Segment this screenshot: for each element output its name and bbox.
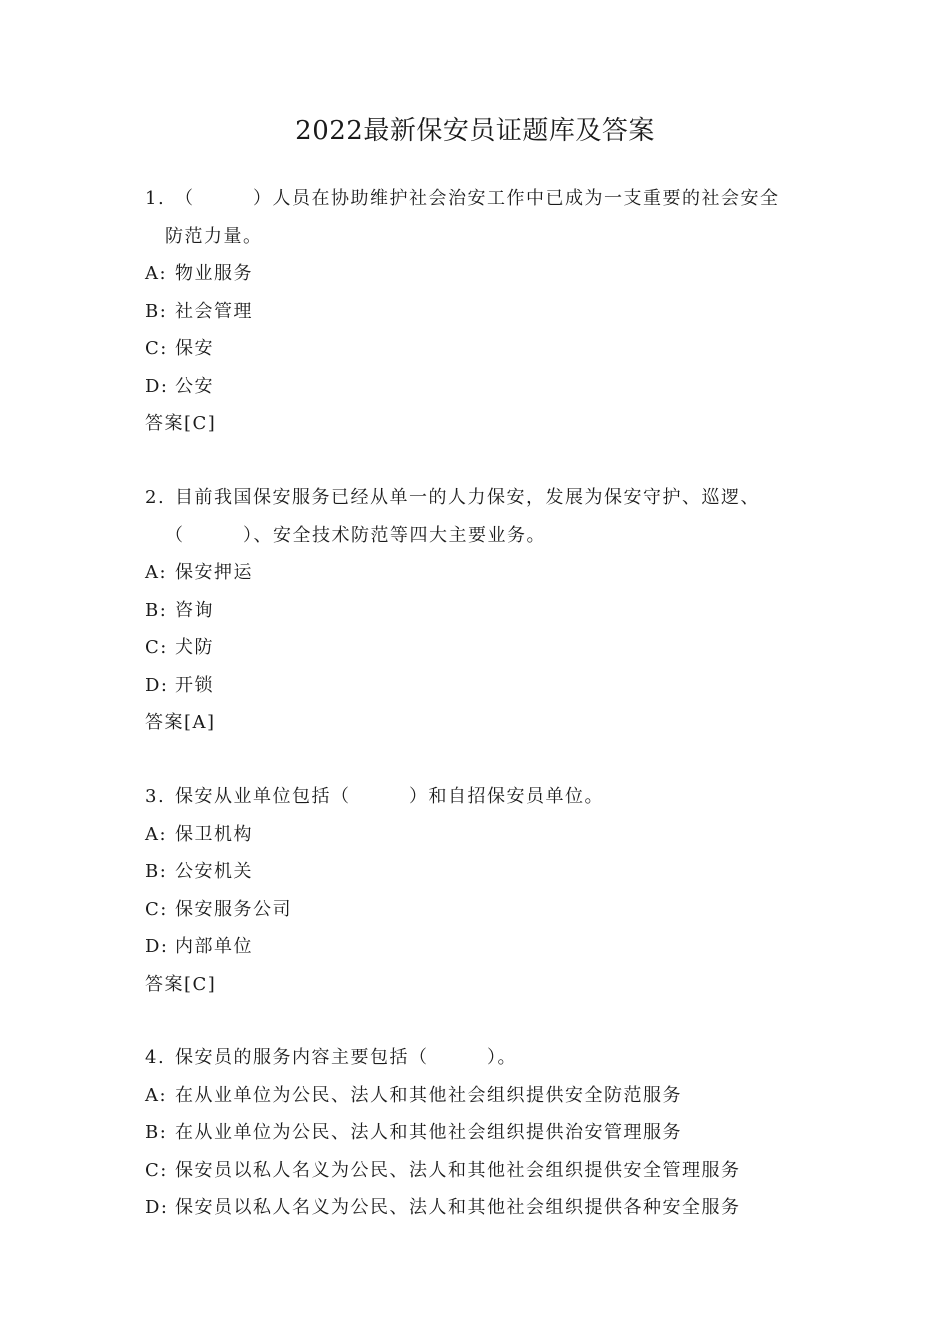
option-a: [145, 255, 815, 293]
option-letter: A:: [145, 562, 168, 583]
option-c: [145, 1152, 815, 1190]
option-letter: D:: [145, 936, 169, 957]
option-text: 保卫机构: [175, 823, 253, 845]
answer-line: 答案[A]: [145, 712, 216, 733]
option-letter: C:: [145, 338, 168, 359]
question-stem-continued: [145, 218, 815, 256]
question-number: 4.: [145, 1047, 166, 1068]
option-letter: D:: [145, 375, 169, 397]
question-text-continued: 防范力量。: [165, 225, 263, 247]
option-b: [145, 293, 815, 331]
option-text: 咨询: [175, 599, 214, 621]
option-b: [145, 1114, 815, 1152]
question-number: 3.: [145, 786, 166, 807]
option-letter: C:: [145, 1159, 168, 1181]
option-text: 公安机关: [175, 861, 253, 882]
question-text: 保安员的服务内容主要包括（ ）。: [175, 1047, 517, 1068]
option-text: 保安服务公司: [175, 898, 292, 920]
option-text: 在从业单位为公民、法人和其他社会组织提供安全防范服务: [175, 1084, 682, 1106]
question-4: [145, 1039, 815, 1227]
answer-line: 答案[C]: [145, 413, 217, 434]
option-a: [145, 554, 815, 592]
question-1: [145, 180, 815, 443]
question-3: [145, 778, 815, 1003]
option-text: 公安: [175, 375, 214, 397]
question-number: 2.: [145, 487, 166, 508]
option-text: 保安员以私人名义为公民、法人和其他社会组织提供安全管理服务: [175, 1159, 741, 1181]
question-text: （ ）人员在协助维护社会治安工作中已成为一支重要的社会安全: [175, 188, 780, 209]
question-text: 目前我国保安服务已经从单一的人力保安，发展为保安守护、巡逻、: [175, 487, 760, 508]
option-b: [145, 853, 815, 891]
document-title: 2022最新保安员证题库及答案: [295, 116, 655, 146]
question-number: 1.: [145, 188, 166, 209]
option-text: 保安押运: [175, 562, 253, 583]
question-stem: [145, 1039, 815, 1077]
question-text-continued: （ ）、安全技术防范等四大主要业务。: [165, 524, 546, 546]
option-d: [145, 928, 815, 966]
option-letter: B:: [145, 599, 168, 621]
option-letter: C:: [145, 637, 168, 658]
option-text: 犬防: [175, 637, 214, 658]
option-text: 开锁: [175, 674, 214, 696]
option-d: [145, 368, 815, 406]
option-c: [145, 891, 815, 929]
option-a: [145, 816, 815, 854]
option-c: [145, 629, 815, 667]
option-a: [145, 1077, 815, 1115]
question-stem: [145, 180, 815, 218]
option-d: [145, 667, 815, 705]
question-text: 保安从业单位包括（ ）和自招保安员单位。: [175, 786, 604, 807]
option-letter: A:: [145, 823, 168, 845]
option-d: [145, 1189, 815, 1227]
option-text: 物业服务: [175, 263, 253, 284]
option-letter: C:: [145, 898, 168, 920]
question-2: [145, 479, 815, 742]
option-text: 保安: [175, 338, 214, 359]
question-stem: [145, 479, 815, 517]
option-letter: B:: [145, 1122, 168, 1143]
option-letter: B:: [145, 861, 168, 882]
answer-line: 答案[C]: [145, 973, 217, 995]
option-b: [145, 592, 815, 630]
option-text: 保安员以私人名义为公民、法人和其他社会组织提供各种安全服务: [175, 1197, 741, 1218]
option-letter: B:: [145, 300, 168, 322]
question-stem-continued: [145, 517, 815, 555]
option-letter: A:: [145, 263, 168, 284]
question-stem: [145, 778, 815, 816]
option-letter: D:: [145, 1197, 169, 1218]
option-text: 内部单位: [175, 936, 253, 957]
option-c: [145, 330, 815, 368]
option-text: 社会管理: [175, 300, 253, 322]
option-letter: A:: [145, 1084, 168, 1106]
option-letter: D:: [145, 674, 169, 696]
option-text: 在从业单位为公民、法人和其他社会组织提供治安管理服务: [175, 1122, 682, 1143]
